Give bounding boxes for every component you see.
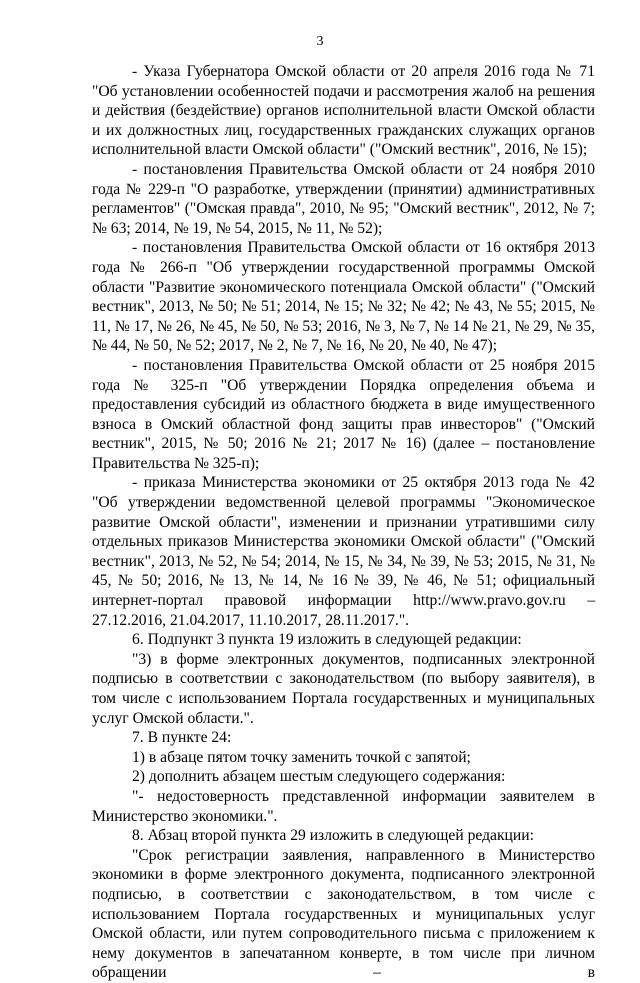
page-number: 3 [316, 34, 324, 49]
paragraph: - постановления Правительства Омской области от 25 ноября 2015 года № 325-п "Об утверждении Порядка определения объема и предоставления субсидий из областного бюджета в виде имущественного взноса в Омский областной фонд защиты прав инвесторов" ("Омский вестник", 2015, № 50; 2016 № 21; 2017 № 16) (далее – постановление Правительства № 325-п); [92, 356, 595, 472]
paragraph: - постановления Правительства Омской области от 24 ноября 2010 года № 229-п "О разработке, утверждении (принятии) административных регламентов" ("Омская правда", 2010, № 95; "Омский вестник", 2012, № 7; № 63; 2014, № 19, № 54, 2015, № 11, № 52); [92, 160, 595, 237]
paragraph: "Срок регистрации заявления, направленного в Министерство экономики в форме электронного документа, подписанного электронной подписью, в соответствии с законодательством, в том числе с использованием Портала государственных и муниципальных услуг Омской области, или путем сопроводительного письма с приложением к нему документов в запечатанном конверте, в том числе при личном обращении – в [92, 846, 595, 982]
paragraph: 7. В пункте 24: [132, 729, 232, 747]
paragraph: "- недостоверность представленной информации заявителем в Министерство экономики.". [92, 787, 595, 825]
paragraph: - постановления Правительства Омской области от 16 октября 2013 года № 266-п "Об утверждении государственной программы Омской области "Развитие экономического потенциала Омской области" ("Омский вестник", 2013, № 50; № 51; 2014, № 15; № 32; № 42; № 43, № 55; 2015, № 11, № 17, № 26, № 45, № 50, № 53; 2016, № 3, № 7, № 14 № 21, № 29, № 35, № 44, № 50, № 52; 2017, № 2, № 7, № 16, № 20, № 40, № 47); [92, 239, 595, 355]
paragraph: 1) в абзаце пятом точку заменить точкой с запятой; [132, 748, 471, 766]
document-body [92, 62, 595, 983]
paragraph: 2) дополнить абзацем шестым следующего содержания: [132, 768, 506, 786]
paragraph: "3) в форме электронных документов, подписанных электронной подписью в соответствии с законодательством (по выбору заявителя), в том числе с использованием Портала государственных и муниципальных услуг Омской области.". [92, 650, 595, 727]
paragraph: - приказа Министерства экономики от 25 октября 2013 года № 42 "Об утверждении ведомственной целевой программы "Экономическое развитие Омской области", изменении и признании утратившими силу отдельных приказов Министерства экономики Омской области" ("Омский вестник", 2013, № 52, № 54; 2014, № 15, № 34, № 39, № 53; 2015, № 31, № 45, № 50; 2016, № 13, № 14, № 16 № 39, № 46, № 51; официальный интернет-портал правовой информации http://www.pravo.gov.ru – 27.12.2016, 21.04.2017, 11.10.2017, 28.11.2017.". [92, 474, 595, 629]
paragraph: 6. Подпункт 3 пункта 19 изложить в следующей редакции: [132, 631, 522, 649]
paragraph: - Указа Губернатора Омской области от 20 апреля 2016 года № 71 "Об установлении особенностей подачи и рассмотрения жалоб на решения и действия (бездействие) органов исполнительной власти Омской области и их должностных лиц, государственных гражданских служащих органов исполнительной власти Омской области" ("Омский вестник", 2016, № 15); [92, 63, 595, 159]
paragraph: 8. Абзац второй пункта 29 изложить в следующей редакции: [132, 827, 534, 845]
